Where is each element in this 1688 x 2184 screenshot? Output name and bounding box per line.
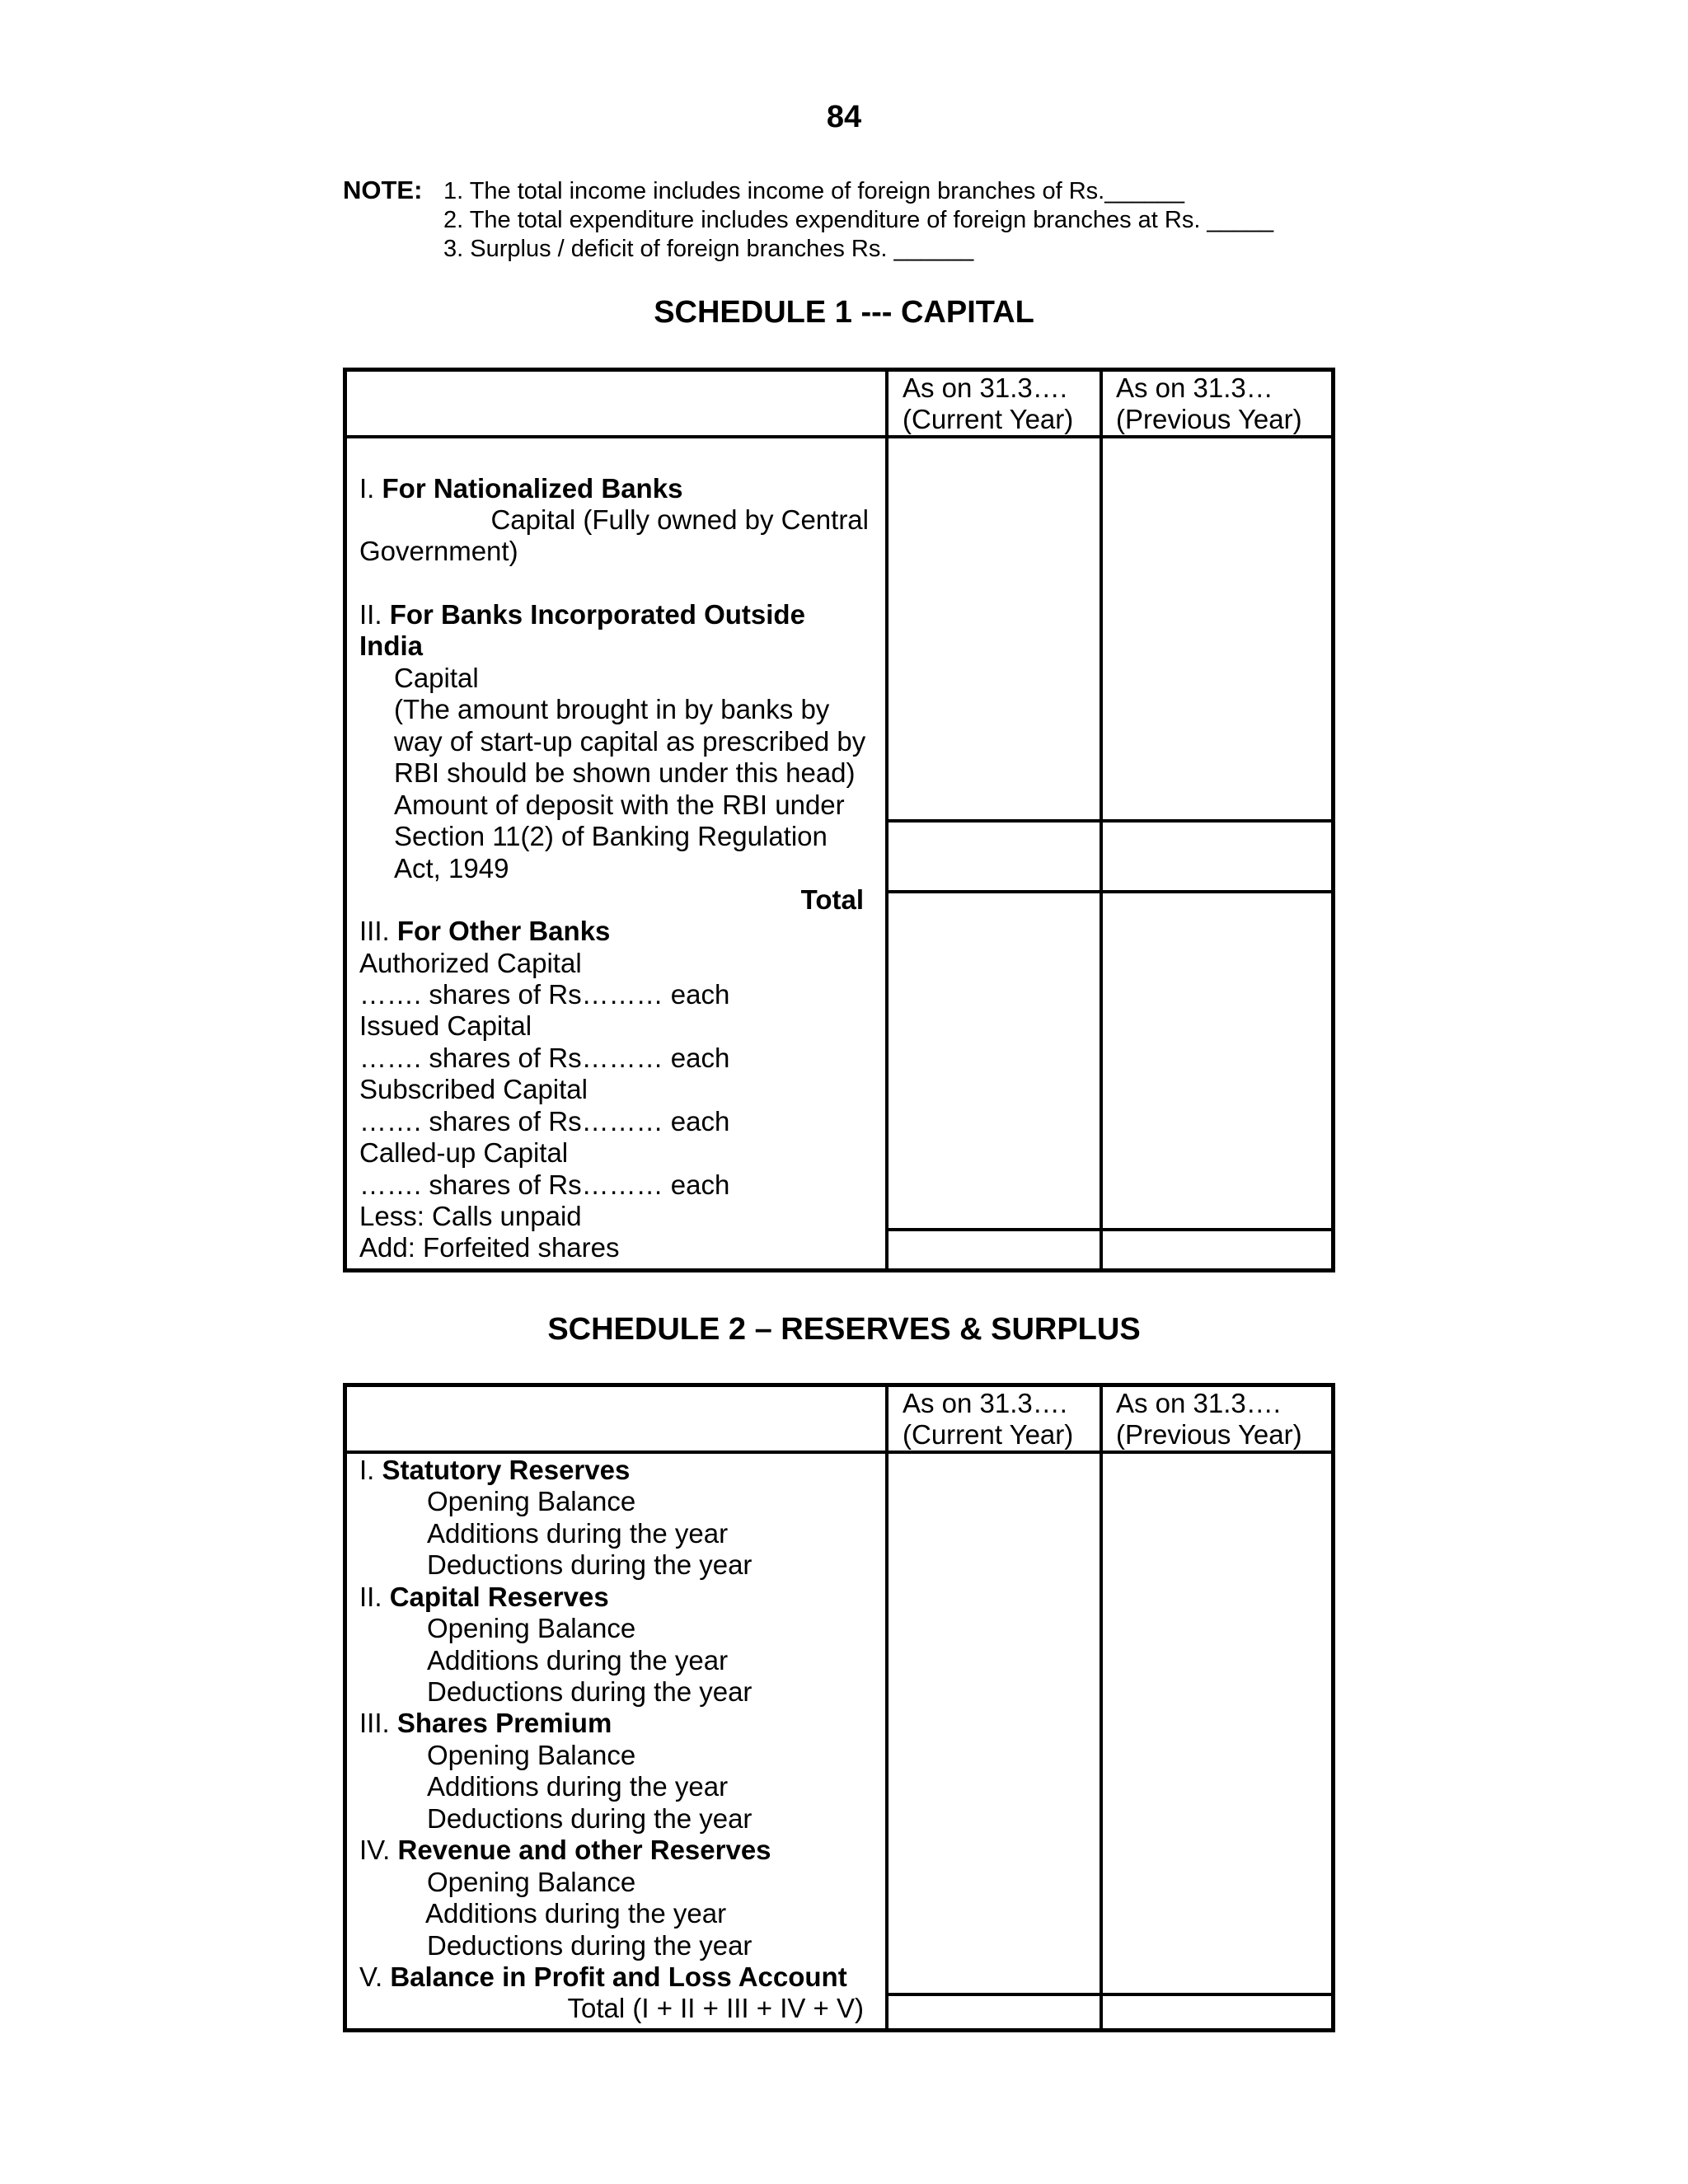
note-line-3: 3. Surplus / deficit of foreign branches Rs. ______ <box>443 236 974 262</box>
reserve-item: Opening Balance <box>427 1867 636 1897</box>
section-1-heading: I. For Nationalized Banks <box>359 473 683 504</box>
section-2-line: RBI should be shown under this head) <box>394 757 856 788</box>
col-current-line1: As on 31.3…. <box>903 373 1067 403</box>
note-label: NOTE: <box>343 176 423 204</box>
reserve-section-heading: II. Capital Reserves <box>359 1582 609 1612</box>
amount-rule <box>885 1228 1335 1231</box>
reserve-item: Deductions during the year <box>427 1930 753 1961</box>
column-divider <box>885 1383 889 2032</box>
reserve-item: Additions during the year <box>427 1518 729 1549</box>
section-3-line: ……. shares of Rs……… each <box>359 1106 730 1137</box>
reserve-item: Opening Balance <box>427 1740 636 1770</box>
header-rule <box>343 1451 1335 1454</box>
schedule-2-title: SCHEDULE 2 – RESERVES & SURPLUS <box>547 1312 1141 1347</box>
section-2-heading: II. For Banks Incorporated Outside <box>359 599 805 630</box>
section-2-line: (The amount brought in by banks by <box>394 694 830 724</box>
col-previous-line1: As on 31.3…. <box>1116 1388 1281 1418</box>
reserve-section-heading: V. Balance in Profit and Loss Account <box>359 1961 847 1992</box>
reserve-item: Deductions during the year <box>427 1676 753 1707</box>
reserve-item: Additions during the year <box>425 1898 727 1929</box>
section-1-line: Capital (Fully owned by Central <box>490 504 869 535</box>
reserve-section-heading: I. Statutory Reserves <box>359 1455 631 1485</box>
column-divider <box>1100 1383 1103 2032</box>
section-2-line: Act, 1949 <box>394 853 509 883</box>
section-3-line: Called-up Capital <box>359 1137 569 1168</box>
reserve-item: Additions during the year <box>427 1645 729 1675</box>
note-line-1: 1. The total income includes income of foreign branches of Rs.______ <box>443 178 1184 204</box>
reserve-section-heading: III. Shares Premium <box>359 1708 612 1738</box>
reserve-item: Additions during the year <box>427 1771 729 1802</box>
page-number: 84 <box>826 100 862 134</box>
col-previous-line2: (Previous Year) <box>1116 1419 1302 1450</box>
section-2-line: Section 11(2) of Banking Regulation <box>394 821 828 851</box>
section-2-line: way of start-up capital as prescribed by <box>394 726 866 757</box>
reserve-item: Opening Balance <box>427 1486 636 1516</box>
reserve-item: Deductions during the year <box>427 1803 753 1834</box>
schedule-1-title: SCHEDULE 1 --- CAPITAL <box>654 295 1034 330</box>
col-current-line2: (Current Year) <box>903 1419 1074 1450</box>
reserve-section-heading: IV. Revenue and other Reserves <box>359 1835 771 1865</box>
section-2-total: Total <box>800 884 864 915</box>
total-rule <box>885 1993 1335 1996</box>
section-3-line: ……. shares of Rs……… each <box>359 1169 730 1200</box>
reserves-total: Total (I + II + III + IV + V) <box>567 1993 864 2023</box>
section-3-line: Add: Forfeited shares <box>359 1232 620 1263</box>
section-2-line: Capital <box>394 663 479 693</box>
col-previous-line1: As on 31.3… <box>1116 373 1273 403</box>
header-rule <box>343 435 1335 438</box>
amount-rule <box>885 819 1335 823</box>
reserve-item: Deductions during the year <box>427 1549 753 1580</box>
schedule-1-table <box>343 368 1335 1272</box>
col-current-line2: (Current Year) <box>903 404 1074 434</box>
note-line-2: 2. The total expenditure includes expenditure of foreign branches at Rs. _____ <box>443 207 1274 233</box>
col-previous-line2: (Previous Year) <box>1116 404 1302 434</box>
amount-rule <box>885 890 1335 893</box>
section-1-line: Government) <box>359 536 518 566</box>
section-2-heading-cont: India <box>359 630 424 661</box>
section-3-line: Issued Capital <box>359 1010 532 1041</box>
schedule-2-table <box>343 1383 1335 2032</box>
section-3-line: Subscribed Capital <box>359 1074 588 1104</box>
section-3-heading: III. For Other Banks <box>359 916 611 946</box>
col-current-line1: As on 31.3…. <box>903 1388 1067 1418</box>
section-2-line: Amount of deposit with the RBI under <box>394 790 845 820</box>
section-3-line: Authorized Capital <box>359 948 582 978</box>
section-3-line: ……. shares of Rs……… each <box>359 979 730 1010</box>
section-3-line: ……. shares of Rs……… each <box>359 1043 730 1073</box>
section-3-line: Less: Calls unpaid <box>359 1201 582 1231</box>
reserve-item: Opening Balance <box>427 1613 636 1643</box>
